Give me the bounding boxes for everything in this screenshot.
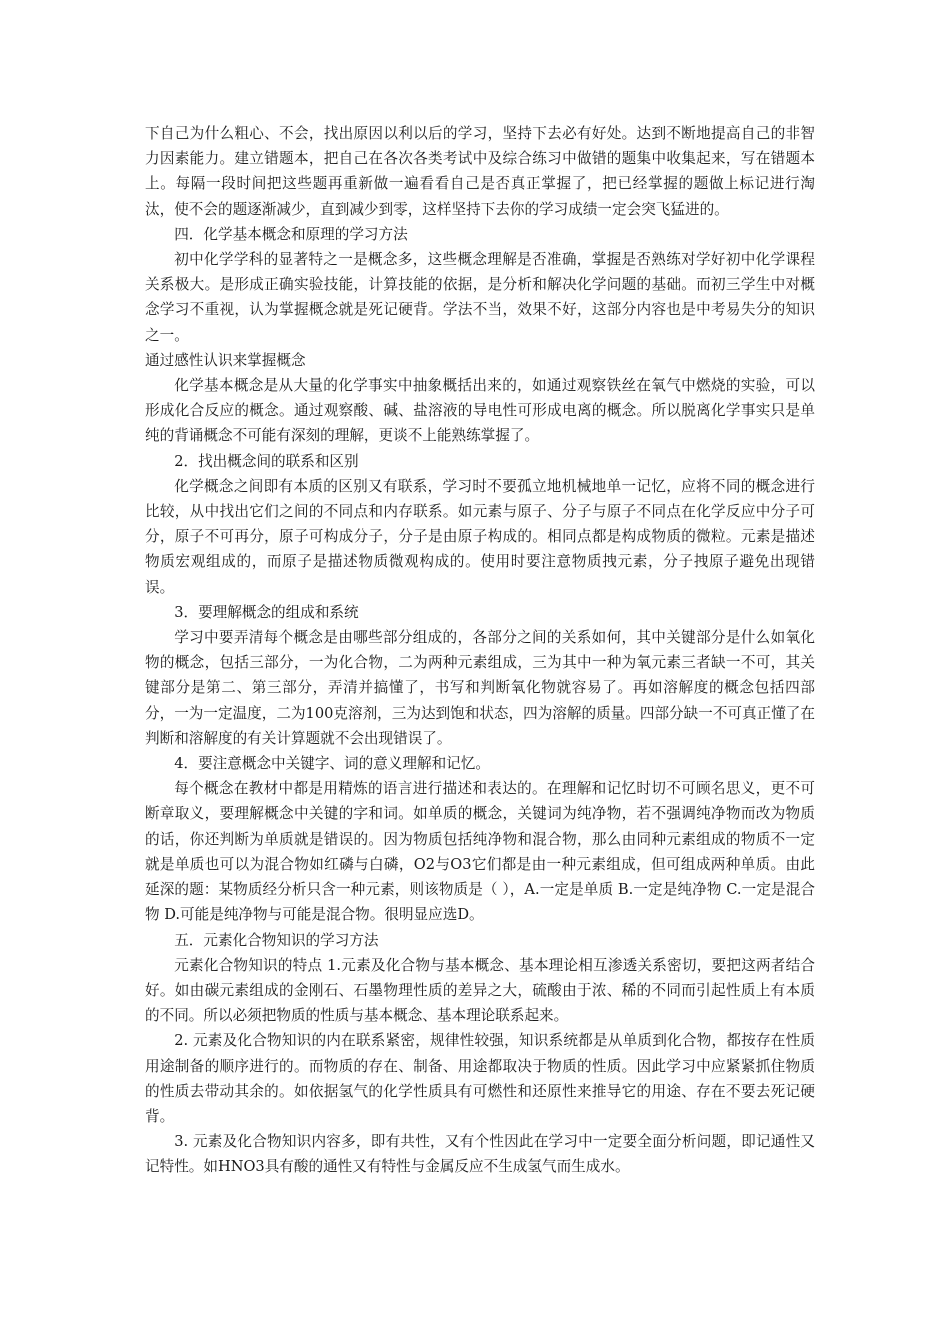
paragraph: 化学基本概念是从大量的化学事实中抽象概括出来的，如通过观察铁丝在氧气中燃烧的实验，可以形成化合反应的概念。通过观察酸、碱、盐溶液的导电性可形成电离的概念。所以脱离化学事实只是单纯的背诵概念不可能有深刻的理解，更谈不上能熟练掌握了。 [145, 377, 815, 445]
paragraph: 3. 元素及化合物知识内容多，即有共性，又有个性因此在学习中一定要全面分析问题，即记通性又记特性。如HNO3具有酸的通性又有特性与金属反应不生成氢气而生成水。 [145, 1133, 815, 1176]
paragraph: 化学概念之间即有本质的区别又有联系，学习时不要孤立地机械地单一记忆，应将不同的概念进行比较，从中找出它们之间的不同点和内存联系。如元素与原子、分子与原子不同点在化学反应中分子可分，原子不可再分，原子可构成分子，分子是由原子构成的。相同点都是构成物质的微粒。元素是描述物质宏观组成的，而原子是描述物质微观构成的。使用时要注意物质拽元素，分子拽原子避免出现错误。 [145, 477, 815, 596]
paragraph: 学习中要弄清每个概念是由哪些部分组成的，各部分之间的关系如何，其中关键部分是什么如氧化物的概念，包括三部分，一为化合物，二为两种元素组成，三为其中一种为氧元素三者缺一不可，其关键部分是第二、第三部分，弄清并搞懂了，书写和判断氧化物就容易了。再如溶解度的概念包括四部分，一为一定温度，二为100克溶剂，三为达到饱和状态，四为溶解的质量。四部分缺一不可真正懂了在判断和溶解度的有关计算题就不会出现错误了。 [145, 629, 815, 747]
subheading-4: 4．要注意概念中关键字、词的意义理解和记忆。 [174, 755, 490, 773]
paragraph: 2. 元素及化合物知识的内在联系紧密，规律性较强，知识系统都是从单质到化合物，都按存在性质用途制备的顺序进行的。而物质的存在、制备、用途都取决于物质的性质。因此学习中应紧紧抓住物质的性质去带动其余的。如依据氢气的化学性质具有可燃性和还原性来推导它的用途、存在不要去死记硬背。 [145, 1032, 815, 1125]
paragraph: 元素化合物知识的特点 1.元素及化合物与基本概念、基本理论相互渗透关系密切，要把这两者结合好。如由碳元素组成的金刚石、石墨物理性质的差异之大，硫酸由于浓、稀的不同而引起性质上有本质的不同。所以必须把物质的性质与基本概念、基本理论联系起来。 [145, 956, 815, 1025]
section-heading-4: 四．化学基本概念和原理的学习方法 [174, 225, 408, 243]
section-heading-5: 五．元素化合物知识的学习方法 [174, 931, 379, 949]
paragraph-continuation: 下自己为什么粗心、不会，找出原因以利以后的学习，坚持下去必有好处。达到不断地提高自己的非智力因素能力。建立错题本，把自己在各次各类考试中及综合练习中做错的题集中收集起来，写在错题本上。每隔一段时间把这些题再重新做一遍看看自己是否真正掌握了，把已经掌握的题做上标记进行淘汰，使不会的题逐渐减少，直到减少到零，这样坚持下去你的学习成绩一定会突飞猛进的。 [145, 125, 815, 218]
subheading-1: 通过感性认识来掌握概念 [145, 351, 306, 369]
subheading-3: 3．要理解概念的组成和系统 [174, 603, 359, 621]
paragraph: 每个概念在教材中都是用精炼的语言进行描述和表达的。在理解和记忆时切不可顾名思义，更不可断章取义，要理解概念中关键的字和词。如单质的概念，关键词为纯净物，若不强调纯净物而改为物质的话，你还判断为单质就是错误的。因为物质包括纯净物和混合物，那么由同种元素组成的物质不一定就是单质也可以为混合物如红磷与白磷，O2与O3它们都是由一种元素组成，但可组成两种单质。由此延深的题：某物质经分析只含一种元素，则该物质是（ ），A.一定是单质 B.一定是纯净物 C.一定是混合物 D.可能是纯净物与可能是混合物。很明显应选D。 [145, 780, 815, 924]
paragraph: 初中化学学科的显著特之一是概念多，这些概念理解是否准确，掌握是否熟练对学好初中化学课程关系极大。是形成正确实验技能，计算技能的依据，是分析和解决化学问题的基础。而初三学生中对概念学习不重视，认为掌握概念就是死记硬背。学法不当，效果不好，这部分内容也是中考易失分的知识之一。 [145, 251, 815, 344]
document-body [145, 121, 815, 1180]
subheading-2: 2．找出概念间的联系和区别 [174, 452, 359, 470]
